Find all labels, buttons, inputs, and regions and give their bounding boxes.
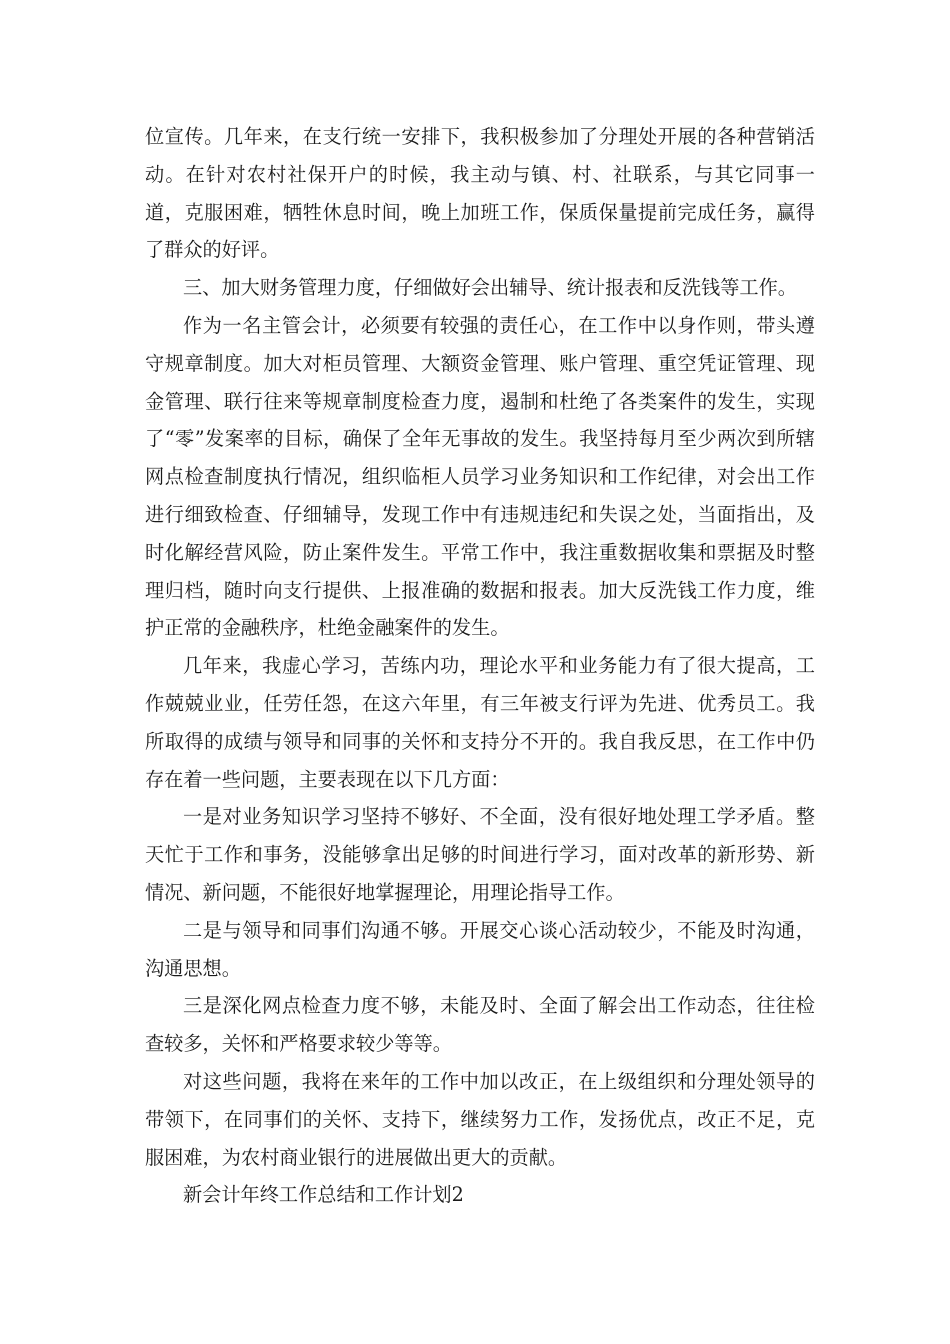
paragraph-problem-two: 二是与领导和同事们沟通不够。开展交心谈心活动较少，不能及时沟通，沟通思想。: [145, 918, 815, 980]
paragraph-marketing-activities: 位宣传。几年来，在支行统一安排下，我积极参加了分理处开展的各种营销活动。在针对农村社保开户的时候，我主动与镇、村、社联系，与其它同事一道，克服困难，牺牲休息时间，晚上加班工作，保质保量提前完成任务，赢得了群众的好评。: [145, 125, 815, 262]
paragraph-accounting-duties: 作为一名主管会计，必须要有较强的责任心，在工作中以身作则，带头遵守规章制度。加大对柜员管理、大额资金管理、账户管理、重空凭证管理、现金管理、联行往来等规章制度检查力度，遏制和杜绝了各类案件的发生，实现了“零”发案率的目标，确保了全年无事故的发生。我坚持每月至少两次到所辖网点检查制度执行情况，组织临柜人员学习业务知识和工作纪律，对会出工作进行细致检查、仔细辅导，发现工作中有违规违纪和失误之处，当面指出，及时化解经营风险，防止案件发生。平常工作中，我注重数据收集和票据及时整理归档，随时向支行提供、上报准确的数据和报表。加大反洗钱工作力度，维护正常的金融秩序，杜绝金融案件的发生。: [145, 313, 815, 640]
paragraph-improvement-plan: 对这些问题，我将在来年的工作中加以改正，在上级组织和分理处领导的带领下，在同事们的关怀、支持下，继续努力工作，发扬优点，改正不足，克服困难，为农村商业银行的进展做出更大的贡献。: [145, 1069, 815, 1169]
paragraph-self-reflection: 几年来，我虚心学习，苦练内功，理论水平和业务能力有了很大提高，工作兢兢业业，任劳任怨，在这六年里，有三年被支行评为先进、优秀员工。我所取得的成绩与领导和同事的关怀和支持分不开的。我自我反思，在工作中仍存在着一些问题，主要表现在以下几方面：: [145, 654, 815, 791]
paragraph-problem-three: 三是深化网点检查力度不够，未能及时、全面了解会出工作动态，往往检查较多，关怀和严格要求较少等等。: [145, 994, 815, 1056]
paragraph-problem-one: 一是对业务知识学习坚持不够好、不全面，没有很好地处理工学矛盾。整天忙于工作和事务，没能够拿出足够的时间进行学习，面对改革的新形势、新情况、新问题，不能很好地掌握理论，用理论指导工作。: [145, 805, 815, 904]
document-body: [145, 118, 815, 1214]
section-heading-financial-management: 三、加大财务管理力度，仔细做好会出辅导、统计报表和反洗钱等工作。: [183, 276, 797, 300]
next-section-title: 新会计年终工作总结和工作计划2: [183, 1183, 464, 1207]
